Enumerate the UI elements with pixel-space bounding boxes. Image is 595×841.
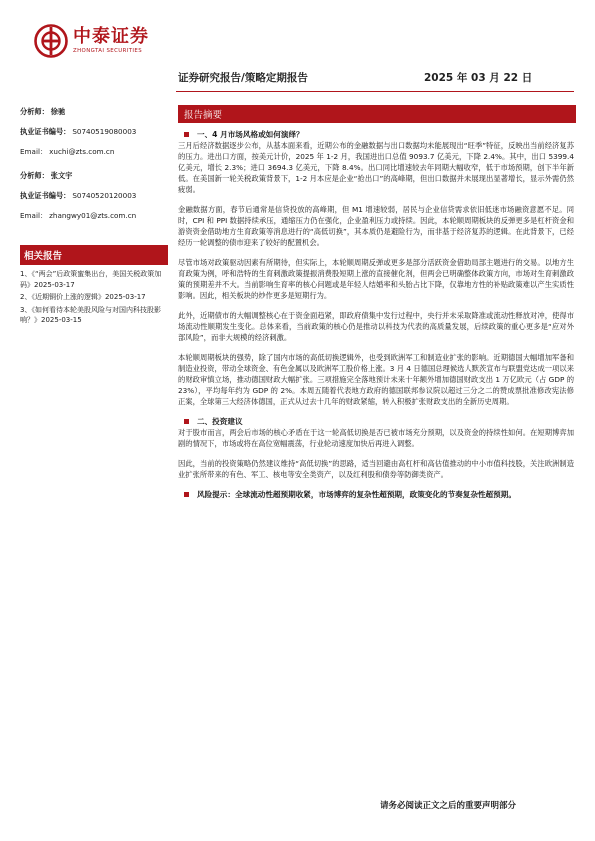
related-report-link[interactable]: 2、《近期铜价上涨的逻辑》2025-03-17 — [20, 293, 146, 301]
analyst-name-row — [20, 107, 168, 127]
cert-label: 执业证书编号： — [20, 127, 71, 136]
related-report-link[interactable]: 1、《“两会”后政策蜜集出台，美国关税政策加码》2025-03-17 — [20, 270, 162, 289]
section-heading-text: 一、4 月市场风格或如何演绎？ — [197, 130, 304, 139]
header-divider — [176, 91, 574, 92]
email-label: Email： — [20, 211, 48, 220]
analyst-email[interactable]: zhangwy01@zts.com.cn — [49, 211, 137, 220]
paragraph: 本轮顺周期板块的强势，除了国内市场的高低切换逻辑外，也受到欧洲军工和制造业扩张的影响。近期德国大幅增加军备和制造业投资，带动全球资金、有色金属以及欧洲军工股价格上涨。3 月 4 日德国总理候选人默茨宣布与联盟党达成一项以来的财政审慎立场，推动德国财政大幅扩张。三项措施完全落地预计未来十年额外增加德国财政支出 1 万亿欧元（占 GDP 的 23%），平均每年约为 GDP 的 2%。本周五随着代表地方政府的德国联邦参议院以超过三分之二的赞成票批准修改宪法修正案，全球第三大经济体德国，正式从过去十几年的财政紧缩，转入积极扩张财政支出的全新历史周期。 — [178, 353, 574, 406]
analyst-cert-row — [20, 191, 168, 211]
cert-number: S0740520120003 — [72, 191, 137, 200]
footer-disclaimer: 请务必阅读正文之后的重要声明部分 — [380, 801, 517, 811]
bullet-icon — [184, 492, 189, 497]
logo-icon — [34, 24, 68, 58]
brand-name-cn: 中泰证券 — [73, 26, 149, 47]
analyst-email-row — [20, 211, 168, 231]
bullet-icon — [184, 419, 189, 424]
paragraph: 尽管市场对政策驱动因素有所期待，但实际上，本轮顺周期反弹或更多是部分活跃资金借助局部主题进行的交易。以地方生育政策为例，呼和浩特的生育刺激政策提振消费股短期上涨的直接催化剂，但两会已明确整体政策方向，市场对生育刺激政策的预期差并不大。当前影响生育率的核心问题或是年轻人结婚率和头胎占比下降，仅靠地方性的补贴政策难以产生实质性影响。因此，相关板块的炒作更多是短期行为。 — [178, 258, 574, 300]
report-type: 证券研究报告/策略定期报告 — [178, 72, 308, 84]
analyst-cert-row — [20, 127, 168, 147]
paragraph: 三月后经济数据逐步公布，从基本面来看，近期公布的金融数据与出口数据均未能展现出“旺季”特征，反映出当前经济复苏的压力。进出口方面，按美元计价，2025 年 1-2 月，我国进出口总值 9093.7 亿美元，下降 2.4%。其中，出口 5399.4 亿美元，增长 2.3%；进口 3694.3 亿美元，下降 8.4%。出口同比增速较去年同期大幅收窄，低于市场预期，创下半年新低。在美国新一轮关税政策背景下，1-2 月本应是企业“抢出口”的高峰期，但出口数据并未展现出显著增长，显示外需仍然疲弱。 — [178, 141, 574, 194]
report-summary — [178, 103, 574, 500]
analyst-name: 张文宇 — [50, 171, 73, 180]
cert-number: S0740519080003 — [72, 127, 137, 136]
summary-title: 报告摘要 — [178, 105, 576, 123]
related-reports-title: 相关报告 — [20, 245, 168, 265]
risk-warning — [178, 489, 574, 500]
analyst-name-row — [20, 171, 168, 191]
cert-label: 执业证书编号： — [20, 191, 71, 200]
bullet-icon — [184, 132, 189, 137]
analyst-label: 分析师： — [20, 107, 49, 116]
sidebar — [20, 107, 168, 328]
section-investment-advice — [178, 416, 574, 480]
paragraph: 对于股市而言，两会后市场的核心矛盾在于这一轮高低切换是否已被市场充分预期，以及资金的持续性如何。在短期博弈加剧的情况下，市场或将在高位宽幅震荡，行业轮动速度加快后再进入调整。 — [178, 428, 574, 448]
email-label: Email： — [20, 147, 48, 156]
brand-name-en: ZHONGTAI SECURITIES — [73, 48, 143, 54]
section-heading-text: 二、投资建议 — [197, 417, 243, 426]
brand-logo — [34, 24, 149, 58]
related-report-link[interactable]: 3、《如何看待本轮美股风险与对国内科技股影响？》2025-03-15 — [20, 305, 161, 324]
section-market-style — [178, 129, 574, 407]
paragraph: 金融数据方面，春节后通常是信贷投放的高峰期，但 M1 增速较弱，居民与企业信贷需求依旧低迷市场融资意愿不足。同时，CPI 和 PPI 数据持续承压，通缩压力仍在强化，企业盈利压力或持续。因此，本轮顺周期板块的反弹更多是杠杆资金和游资资金借助地方生育政策等消息进行的“高低切换”，其本质仍是避险行为，而非基于经济复苏的逻辑。在此背景下，已经经历一轮调整的债市迎来了较好的配置机会。 — [178, 205, 574, 247]
related-reports-list — [20, 269, 168, 326]
paragraph: 因此，当前的投资策略仍然建议维持“高低切换”的思路，适当回避由高杠杆和高估值推动的中小市值科技股，关注欧洲制造业扩张所带来的有色、军工、核电等安全类资产，以及红利股和债券等防御类资产。 — [178, 459, 574, 479]
analyst-email[interactable]: xuchi@zts.com.cn — [49, 147, 115, 156]
section-heading — [178, 129, 574, 140]
section-heading — [178, 416, 574, 427]
analyst-email-row — [20, 147, 168, 167]
risk-warning-text: 风险提示：全球流动性超预期收紧，市场博弈的复杂性超预期，政策变化的节奏复杂性超预期。 — [197, 490, 516, 499]
analyst-name: 徐驰 — [50, 107, 66, 116]
paragraph: 此外，近期债市的大幅调整核心在于资金面趋紧，即政府债集中发行过程中，央行并未采取降准或流动性释放对冲，使得市场流动性顺期发生变化。总体来看，当前政策的核心仍是推动以科技为代表的高质量发展，后续政策的重心更多是“应对外部风险”，而非大规模的经济刺激。 — [178, 311, 574, 342]
report-date: 2025 年 03 月 22 日 — [424, 72, 533, 84]
analyst-label: 分析师： — [20, 171, 49, 180]
